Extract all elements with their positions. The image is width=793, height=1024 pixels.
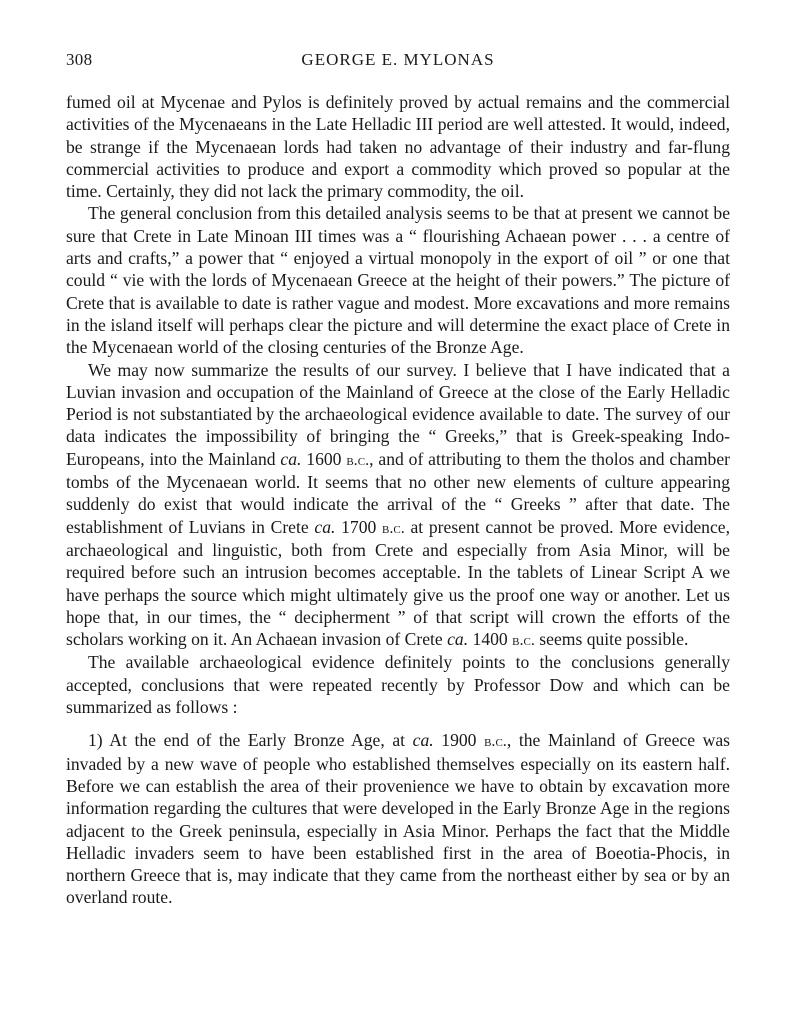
italic-term: ca. [447,629,469,650]
era-abbreviation: b.c. [512,631,535,650]
page-number: 308 [66,50,93,69]
text-run: We may now summarize the results of our survey. I believe that I have indicated that a Luvian invasion and occupation of the Mainland of Greece at the close of the Early Helladic Period is not substantiated by the archaeological evidence available to date. The survey of our data indicates the impossibility of bringing the “ Greeks,” that is Greek-speaking Indo-Europeans, into the Mainland [66,359,730,469]
text-run: 1600 [301,448,347,469]
era-abbreviation: b.c. [382,518,405,537]
paragraph-survey-summary [66,359,730,652]
numbered-conclusion-1 [66,729,730,908]
text-run: 1700 [335,516,382,537]
paragraph-evidence-intro: The available archaeological evidence definitely points to the conclusions generally accepted, conclusions that were repeated recently by Professor Dow and which can be summarized as follows : [66,652,730,718]
era-abbreviation: b.c. [484,732,507,751]
text-run: seems quite possible. [534,629,689,650]
era-abbreviation: b.c. [346,450,370,469]
text-run: 1400 [468,629,513,650]
text-run: at present cannot be proved. More evidence, archaeological and linguistic, both from Crete and especially from Asia Minor, will be required before such an intrusion becomes acceptable. In the tablets of Linear Script A we have perhaps the source which might ultimately give us the proof one way or another. Let us hope that, in our times, the “ decipherment ” of that script will crown the efforts of the scholars working on it. An Achaean invasion of Crete [66,516,730,650]
text-run: , and of attributing to them the tholos and chamber tombs of the Mycenaean world. It seems that no other new elements of culture appearing suddenly do exist that would indicate the arrival of the “ Greeks ” after that date. The establishment of Luvians in Crete [66,448,730,537]
paragraph-crete-conclusion: The general conclusion from this detailed analysis seems to be that at present we cannot be sure that Crete in Late Minoan III times was a “ flourishing Achaean power . . . a centre of arts and crafts,” a power that “ enjoyed a virtual monopoly in the export of oil ” or one that could “ vie with the lords of Mycenaean Greece at the height of their powers.” The picture of Crete that is available to date is rather vague and modest. More excavations and more remains in the island itself will perhaps clear the picture and will determine the exact place of Crete in the Mycenaean world of the closing centuries of the Bronze Age. [66,203,730,358]
running-head [66,50,730,76]
paragraph-continuation: fumed oil at Mycenae and Pylos is definitely proved by actual remains and the commercial activities of the Mycenaeans in the Late Helladic III period are well attested. It would, indeed, be strange if the Mycenaean lords had taken no advantage of their industry and far-flung commercial activities to produce and export a commodity which proved so popular at the time. Certainly, they did not lack the primary commodity, the oil. [66,92,730,202]
running-title: GEORGE E. MYLONAS [301,50,495,69]
text-run: , the Mainland of Greece was invaded by a new wave of people who established themselves especially on its eastern half. Before we can establish the area of their provenience we have to obtain by excavation more information regarding the cultures that were developed in the Early Bronze Age in the regions adjacent to the Greek peninsula, especially in Asia Minor. Perhaps the fact that the Middle Helladic invaders seem to have been established first in the area of Boeotia-Phocis, in northern Greece that is, may indicate that they came from the northeast either by sea or by an overland route. [66,730,730,908]
page [66,50,730,909]
text-run: 1) At the end of the Early Bronze Age, at [88,730,413,751]
italic-term: ca. [280,448,302,469]
body-text [66,91,730,909]
italic-term: ca. [314,516,336,537]
italic-term: ca. [412,730,434,751]
text-run: 1900 [433,730,485,751]
